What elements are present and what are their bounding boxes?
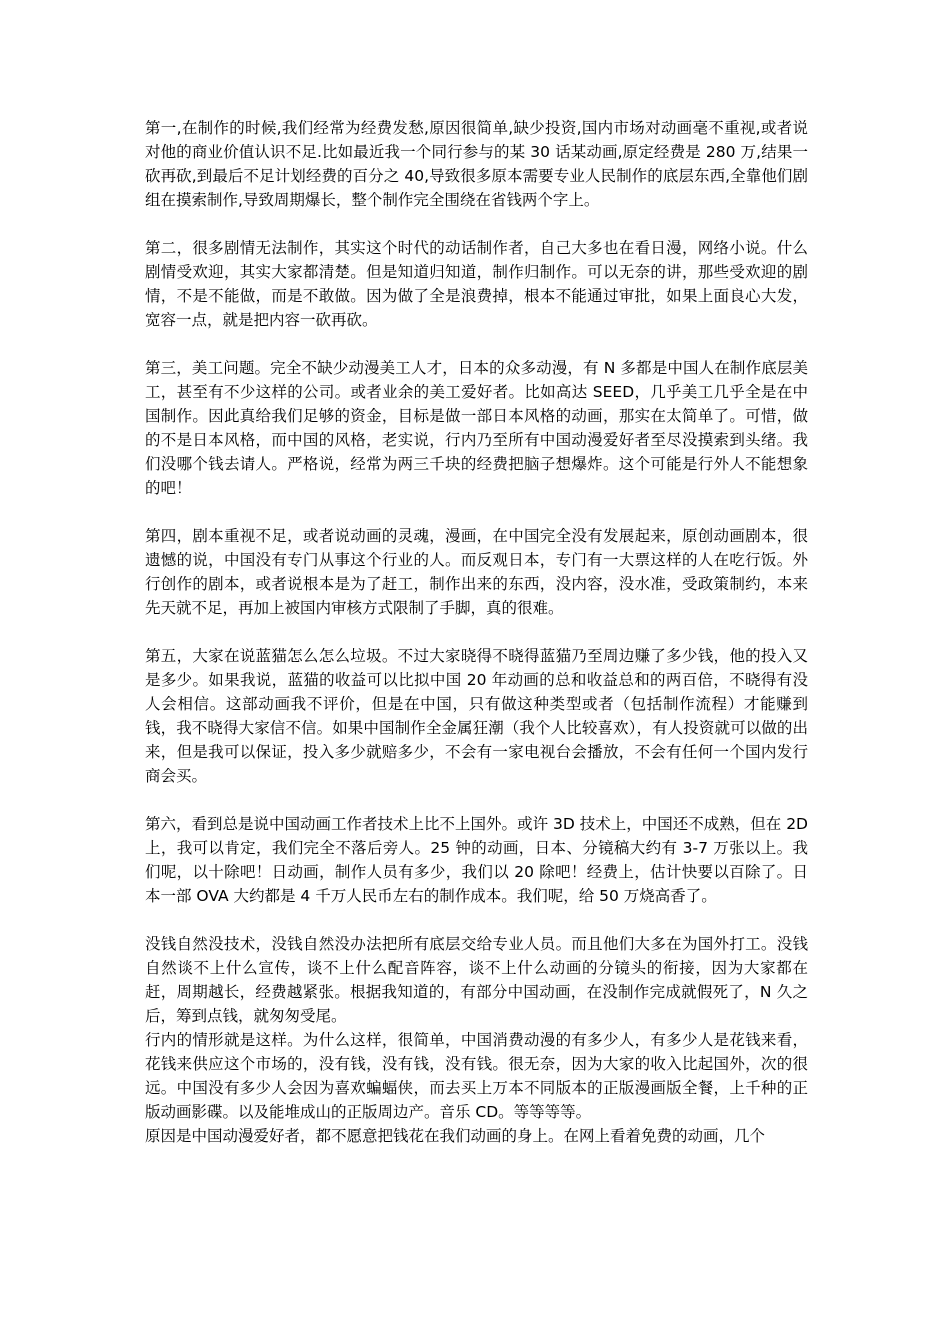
paragraph-5: 第五，大家在说蓝猫怎么怎么垃圾。不过大家晓得不晓得蓝猫乃至周边赚了多少钱，他的投入又是多少。如果我说，蓝猫的收益可以比拟中国 20 年动画的总和收益总和的两百倍，不晓得有没人会相信。这部动画我不评价，但是在中国，只有做这种类型或者（包括制作流程）才能赚到钱，我不晓得大家信不信。如果中国制作全金属狂潮（我个人比较喜欢），有人投资就可以做的出来，但是我可以保证，投入多少就赔多少，不会有一家电视台会播放，不会有任何一个国内发行商会买。 <box>145 647 808 785</box>
paragraph-9: 原因是中国动漫爱好者，都不愿意把钱花在我们动画的身上。在网上看着免费的动画，几个 <box>145 1127 766 1145</box>
paragraph-8: 行内的情形就是这样。为什么这样，很简单，中国消费动漫的有多少人，有多少人是花钱来看，花钱来供应这个市场的，没有钱，没有钱，没有钱。很无奈，因为大家的收入比起国外，次的很远。中国没有多少人会因为喜欢蝙蝠侠，而去买上万本不同版本的正版漫画版全餐，上千种的正版动画影碟。以及能堆成山的正版周边产。音乐 CD。等等等等。 <box>145 1031 808 1121</box>
paragraph-7: 没钱自然没技术，没钱自然没办法把所有底层交给专业人员。而且他们大多在为国外打工。没钱自然谈不上什么宣传，谈不上什么配音阵容，谈不上什么动画的分镜头的衔接，因为大家都在赶，周期越长，经费越紧张。根据我知道的，有部分中国动画，在没制作完成就假死了，N 久之后，筹到点钱，就匆匆受尾。 <box>145 935 808 1025</box>
paragraph-2: 第二，很多剧情无法制作，其实这个时代的动话制作者，自己大多也在看日漫，网络小说。什么剧情受欢迎，其实大家都清楚。但是知道归知道，制作归制作。可以无奈的讲，那些受欢迎的剧情，不是不能做，而是不敢做。因为做了全是浪费掉，根本不能通过审批，如果上面良心大发，宽容一点，就是把内容一砍再砍。 <box>145 239 808 329</box>
document-body <box>145 116 808 1148</box>
paragraph-3: 第三，美工问题。完全不缺少动漫美工人才，日本的众多动漫，有 N 多都是中国人在制作底层美工，甚至有不少这样的公司。或者业余的美工爱好者。比如高达 SEED，几乎美工几乎全是在中国制作。因此真给我们足够的资金，目标是做一部日本风格的动画，那实在太简单了。可惜，做的不是日本风格，而中国的风格，老实说，行内乃至所有中国动漫爱好者至尽没摸索到头绪。我们没哪个钱去请人。严格说，经常为两三千块的经费把脑子想爆炸。这个可能是行外人不能想象的吧！ <box>145 359 808 497</box>
paragraph-1: 第一,在制作的时候,我们经常为经费发愁,原因很简单,缺少投资,国内市场对动画毫不重视,或者说对他的商业价值认识不足.比如最近我一个同行参与的某 30 话某动画,原定经费是 280 万,结果一砍再砍,到最后不足计划经费的百分之 40,导致很多原本需要专业人民制作的底层东西,全靠他们剧组在摸索制作,导致周期爆长，整个制作完全围绕在省钱两个字上。 <box>145 119 808 209</box>
paragraph-6: 第六，看到总是说中国动画工作者技术上比不上国外。或许 3D 技术上，中国还不成熟，但在 2D 上，我可以肯定，我们完全不落后旁人。25 钟的动画，日本、分镜稿大约有 3-7 万张以上。我们呢，以十除吧！日动画，制作人员有多少，我们以 20 除吧！经费上，估计快要以百除了。日本一部 OVA 大约都是 4 千万人民币左右的制作成本。我们呢，给 50 万烧高香了。 <box>145 815 808 905</box>
paragraph-4: 第四，剧本重视不足，或者说动画的灵魂，漫画，在中国完全没有发展起来，原创动画剧本，很遗憾的说，中国没有专门从事这个行业的人。而反观日本，专门有一大票这样的人在吃行饭。外行创作的剧本，或者说根本是为了赶工，制作出来的东西，没内容，没水准，受政策制约，本来先天就不足，再加上被国内审核方式限制了手脚，真的很难。 <box>145 527 808 617</box>
